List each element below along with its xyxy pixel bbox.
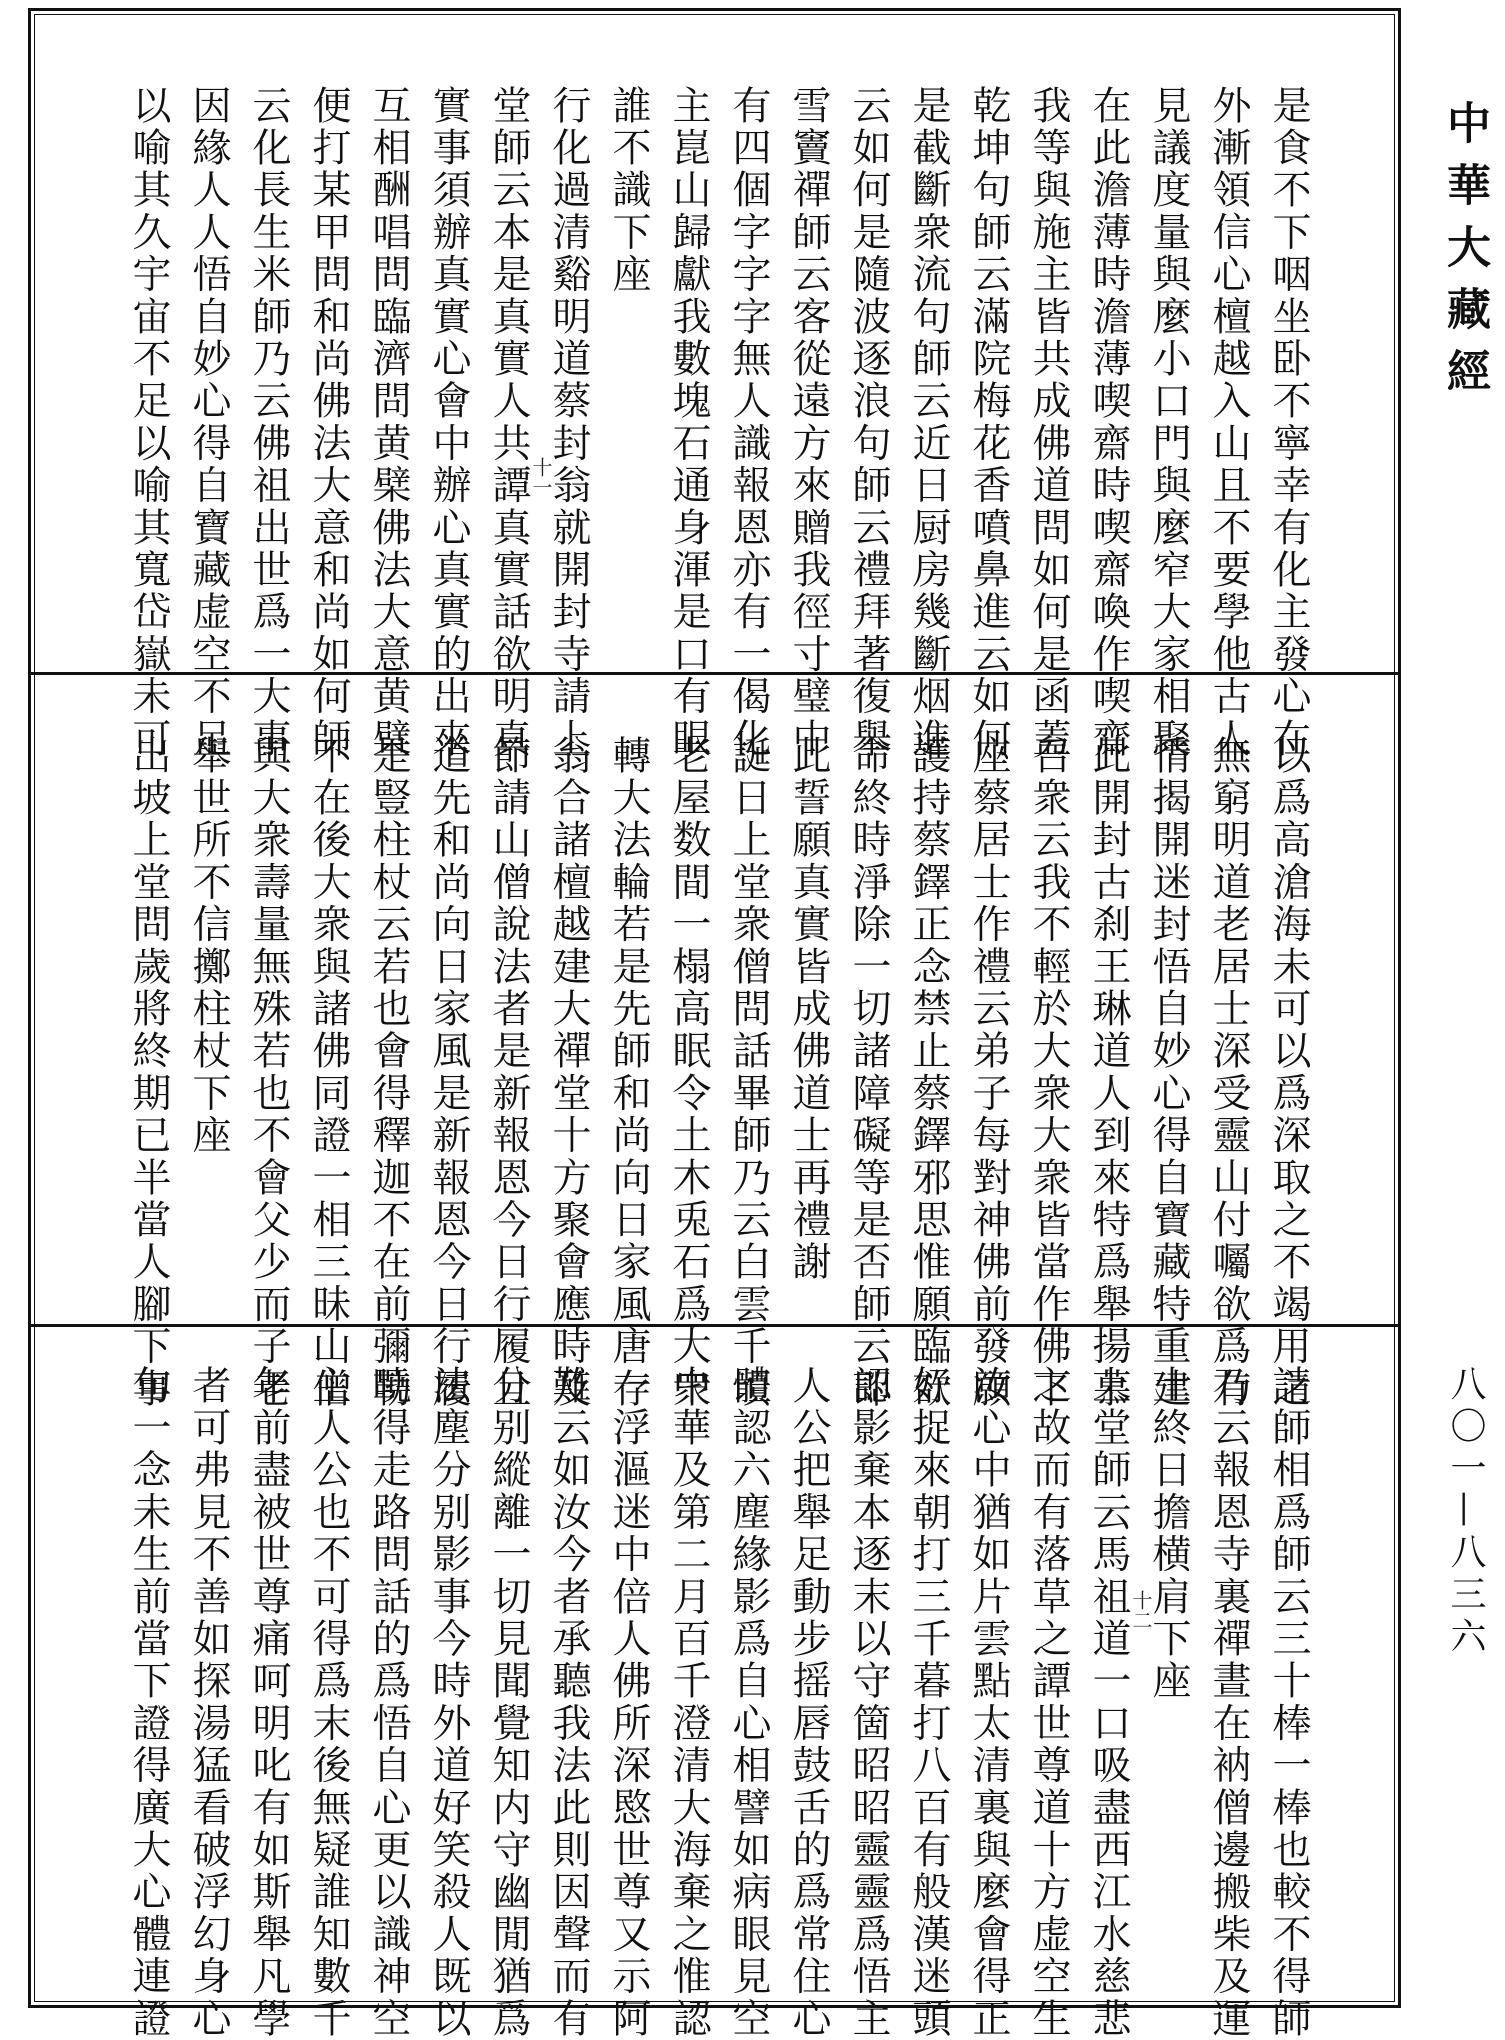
text-column: 堂師云本是真實人共譚真實話欲明真 <box>486 85 531 761</box>
text-column: 雪竇禪師云客從遠方來贈我徑寸璧中 <box>786 85 831 761</box>
text-column: 曉得走路問話的爲悟自心更以識神空 <box>366 1365 411 2040</box>
text-column: 以爲高滄海未可以爲深取之不竭用之 <box>1266 735 1311 1411</box>
text-column: 互相酬唱問臨濟問黄檗佛法大意黄檗 <box>366 85 411 761</box>
folio-mark: 十一 <box>529 457 553 497</box>
text-column: 見議度量與麼小口門與麼窄大家相聚 <box>1146 85 1191 761</box>
text-column: 誰不識下座 <box>606 85 651 296</box>
text-column: 汝心中猶如片雲點太清裏與麼會得正 <box>966 1365 1011 2040</box>
text-column: 之故而有落草之譚世尊道十方虚空生 <box>1026 1365 1071 2040</box>
text-column: 此誓願真實皆成佛道士再禮謝 <box>786 735 831 1284</box>
text-column: 無窮明道老居士深受靈山付囑欲爲有 <box>1206 735 1251 1411</box>
text-column: 分别縱離一切見聞覺知内守幽閒猶爲 <box>486 1365 531 2040</box>
page-number: 八〇一—八三六 <box>1445 1365 1486 1659</box>
text-column: 舉世所不信擲柱杖下座 <box>186 735 231 1157</box>
text-column: 出坡上堂問歲將終期已半當人腳下事 <box>126 735 171 1411</box>
text-column: 因緣人人悟自妙心得自寶藏虚空不足 <box>186 85 231 761</box>
text-column: 主人公也不可得爲末後無疑誰知數千 <box>306 1365 351 2040</box>
text-column: 不在後大衆與諸佛同證一相三昧山僧 <box>306 735 351 1411</box>
text-column: 句一念未生前當下證得廣大心體連證 <box>126 1365 171 2040</box>
text-column: 土終日擔横肩下座 <box>1146 1365 1191 1703</box>
text-column: 命終時淨除一切諸障礙等是否師云即 <box>846 735 891 1411</box>
text-column: 節請山僧說法者是新報恩今日行履且 <box>486 735 531 1411</box>
text-column: 轉大法輪若是先師和尚向日家風唐存 <box>606 735 651 1411</box>
text-column: 外漸領信心檀越入山且不要學他古人 <box>1206 85 1251 761</box>
text-column: 誕日上堂衆僧問話畢師乃云白雲千頃 <box>726 735 771 1411</box>
text-column: 行化過清谿明道蔡封翁就開封寺請上 <box>546 85 591 761</box>
folio-mark: 十二 <box>1129 1590 1153 1630</box>
text-column: 以喻其久宇宙不足以喻其寬岱嶽未可 <box>126 85 171 761</box>
text-column: 此開封古刹王琳道人到來特爲舉揚慕 <box>1086 735 1131 1411</box>
text-column: 乃云報恩寺裏禪晝在衲僧邊搬柴及運 <box>1206 1365 1251 2040</box>
text-column: 人公把舉足動步摇唇鼓舌的爲常住心 <box>786 1365 831 2040</box>
text-column: 是豎柱杖云若也會得釋迦不在前彌勒 <box>366 735 411 1411</box>
text-column: 云化長生米師乃云佛祖出世爲一大事 <box>246 85 291 761</box>
text-column: 認影棄本逐末以守箇昭昭靈靈爲悟主 <box>846 1365 891 2040</box>
text-column: 主崑山歸獻我數塊石通身渾是口有眼 <box>666 85 711 761</box>
register-top <box>118 85 1318 761</box>
collection-title: 中華大藏經 <box>1439 100 1490 410</box>
text-column: 老屋数間一榻高眠令土木兎石爲大衆 <box>666 735 711 1411</box>
text-column: 體認六塵緣影爲自心相譬如病眼見空 <box>726 1365 771 2040</box>
text-column: 有四個字字字無人識報恩亦有一偈化 <box>726 85 771 761</box>
text-column: 護持蔡鐸正念禁止蔡鐸邪思惟願臨欲 <box>906 735 951 1411</box>
text-column: 翁合諸檀越建大禪堂十方聚會應時及 <box>546 735 591 1411</box>
text-column: 請師相爲師云三十棒一棒也較不得師 <box>1266 1365 1311 2040</box>
text-column: 法塵分别影事今時外道好笑殺人既以 <box>426 1365 471 2040</box>
text-column: 召衆云我不輕於大衆大衆皆當作佛下 <box>1026 735 1071 1411</box>
text-column: 云如何是隨波逐浪句師云禮拜著復舉 <box>846 85 891 761</box>
text-column: 一浮漚迷中倍人佛所深愍世尊又示阿 <box>606 1365 651 2040</box>
text-column: 難云如汝今者承聽我法此則因聲而有 <box>546 1365 591 2040</box>
text-column: 與大衆壽量無殊若也不會父少而子老 <box>246 735 291 1411</box>
text-column: 好捉來朝打三千暮打八百有般漢迷頭 <box>906 1365 951 2040</box>
text-column: 中華及第二月百千澄清大海棄之惟認 <box>666 1365 711 2040</box>
text-column: 年前盡被世尊痛呵明叱有如斯舉凡學 <box>246 1365 291 2040</box>
text-column: 上堂師云馬祖道一口吸盡西江水慈悲 <box>1086 1365 1131 2040</box>
text-column: 在此澹薄時澹薄喫齋時喫齋喚作喫齋 <box>1086 85 1131 761</box>
register-middle <box>118 735 1318 1411</box>
text-column: 道先和尚向日家風是新報恩今日行履 <box>426 735 471 1411</box>
register-divider-2 <box>28 1324 1401 1327</box>
text-column: 我等與施主皆共成佛道問如何是函蓋 <box>1026 85 1071 761</box>
text-column: 者可弗見不善如探湯猛看破浮幻身心 <box>186 1365 231 2040</box>
register-divider-1 <box>28 672 1401 675</box>
text-column: 便打某甲問和尚佛法大意和尚如何師 <box>306 85 351 761</box>
register-bottom <box>118 1365 1318 2040</box>
text-column: 座蔡居士作禮云弟子每對神佛前發願 <box>966 735 1011 1411</box>
text-column: 乾坤句師云滿院梅花香噴鼻進云如何 <box>966 85 1011 761</box>
text-column: 是截斷衆流句師云近日厨房幾斷烟進 <box>906 85 951 761</box>
text-column: 是食不下咽坐卧不寧幸有化主發心在 <box>1266 85 1311 761</box>
text-column: 實事須辦真實心會中辦心真實的出來 <box>426 85 471 761</box>
text-column: 情揭開迷封悟自妙心得自寶藏特重建 <box>1146 735 1191 1411</box>
